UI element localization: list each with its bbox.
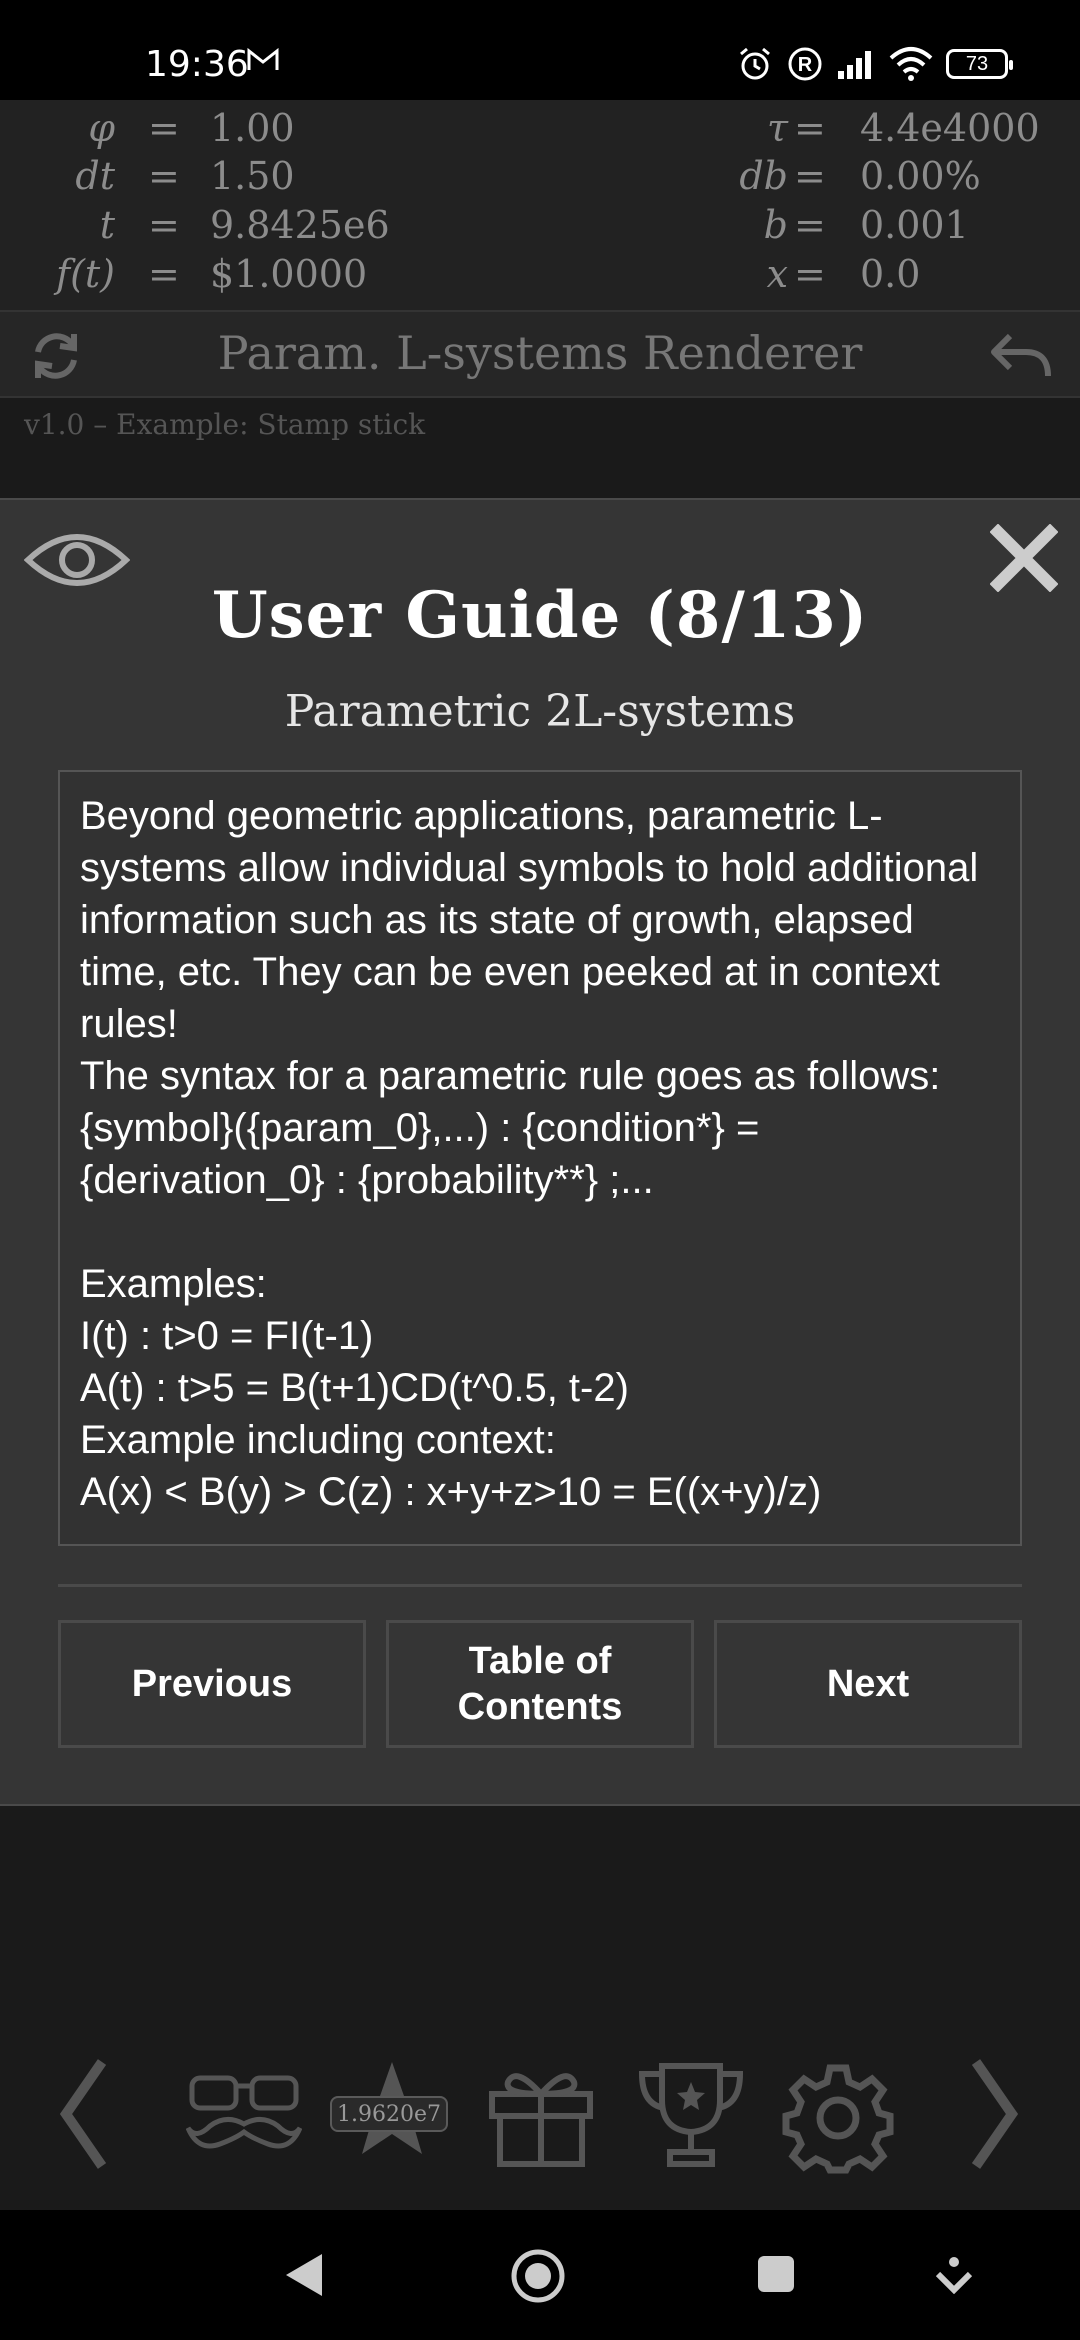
app-title-bar — [0, 312, 1080, 398]
app-title: Param. L-systems Renderer — [217, 326, 863, 380]
undo-icon[interactable] — [988, 330, 1054, 382]
var-equals: = — [148, 252, 180, 296]
gmail-icon — [247, 48, 279, 72]
previous-label: Previous — [131, 1663, 293, 1705]
var-equals: = — [794, 154, 826, 198]
dialog-title: User Guide (8/13) — [211, 578, 869, 653]
var-equals: = — [794, 252, 826, 296]
var-symbol: dt — [75, 154, 115, 198]
toc-label: Table of Contents — [457, 1640, 623, 1728]
var-value: 0.00% — [860, 154, 981, 198]
battery-indicator: 73 — [946, 49, 1008, 79]
system-navigation-bar — [0, 2210, 1080, 2340]
var-symbol: φ — [88, 106, 115, 150]
var-row-b — [560, 203, 1080, 251]
var-value: 0.0 — [860, 252, 921, 296]
var-row-x — [560, 252, 1080, 300]
var-row-tau — [560, 106, 1080, 154]
var-symbol: τ — [766, 106, 788, 150]
status-time: 19:36 — [145, 44, 249, 85]
var-symbol: x — [766, 252, 788, 296]
system-icons — [736, 44, 1008, 84]
var-symbol: b — [763, 203, 788, 247]
wifi-icon — [888, 46, 934, 82]
var-equals: = — [794, 106, 826, 150]
var-value: 1.50 — [210, 154, 295, 198]
recents-icon[interactable] — [756, 2254, 796, 2294]
dialog-heading: Parametric 2L-systems — [284, 686, 796, 737]
trophy-icon[interactable] — [636, 2060, 746, 2170]
glasses-mustache-icon[interactable] — [186, 2070, 302, 2158]
next-button[interactable] — [714, 1620, 1022, 1748]
back-icon[interactable] — [282, 2252, 324, 2298]
app-subtitle: v1.0 – Example: Stamp stick — [24, 408, 426, 441]
alarm-icon — [736, 45, 774, 83]
var-row-db — [560, 154, 1080, 202]
var-symbol: t — [99, 203, 115, 247]
user-guide-dialog — [0, 498, 1080, 1806]
var-symbol: f(t) — [56, 252, 115, 296]
var-value: 0.001 — [860, 203, 969, 247]
var-equals: = — [148, 106, 180, 150]
guide-content-scroll[interactable] — [58, 770, 1022, 1546]
signal-icon — [836, 47, 876, 81]
previous-button[interactable] — [58, 1620, 366, 1748]
var-value: 1.00 — [210, 106, 295, 150]
divider — [58, 1584, 1022, 1587]
home-icon[interactable] — [510, 2248, 566, 2304]
var-row-phi — [0, 106, 320, 154]
var-value: $1.0000 — [210, 252, 368, 296]
gift-icon[interactable] — [486, 2064, 596, 2168]
var-symbol: db — [739, 154, 788, 198]
var-value: 9.8425e6 — [210, 203, 390, 247]
var-row-t — [0, 203, 390, 251]
var-equals: = — [794, 203, 826, 247]
guide-body-text: Beyond geometric applications, parametric L-systems allow individual symbols to hold additional information such as its state of growth, elapsed time, etc. They can be even peeked at in context rules! The syntax for a parametric rule goes as follows: {symbol}({param_0},...) : {condition*} = {derivation_0} : {probability**} ;... Examples: I(t) : t>0 = FI(t-1) A(t) : t>5 = B(t+1)CD(t^0.5, t-2) Example including context: A(x) < B(y) > C(z) : x+y+z>10 = E((x+y)/z) — [80, 794, 979, 1514]
var-equals: = — [148, 154, 180, 198]
svg-text:R: R — [797, 54, 813, 76]
status-bar — [0, 0, 1080, 100]
gear-icon[interactable] — [782, 2062, 894, 2174]
table-of-contents-button[interactable] — [386, 1620, 694, 1748]
keyboard-hide-icon[interactable] — [936, 2256, 972, 2294]
next-label: Next — [826, 1663, 910, 1705]
var-value: 4.4e4000 — [860, 106, 1040, 150]
var-row-ft — [0, 252, 368, 300]
chevron-left-icon[interactable] — [58, 2058, 108, 2170]
variables-panel — [0, 100, 1080, 312]
star-count-badge: 1.9620e7 — [330, 2096, 448, 2132]
registered-icon — [786, 45, 824, 83]
chevron-right-icon[interactable] — [970, 2058, 1020, 2170]
var-equals: = — [148, 203, 180, 247]
var-row-dt — [0, 154, 320, 202]
